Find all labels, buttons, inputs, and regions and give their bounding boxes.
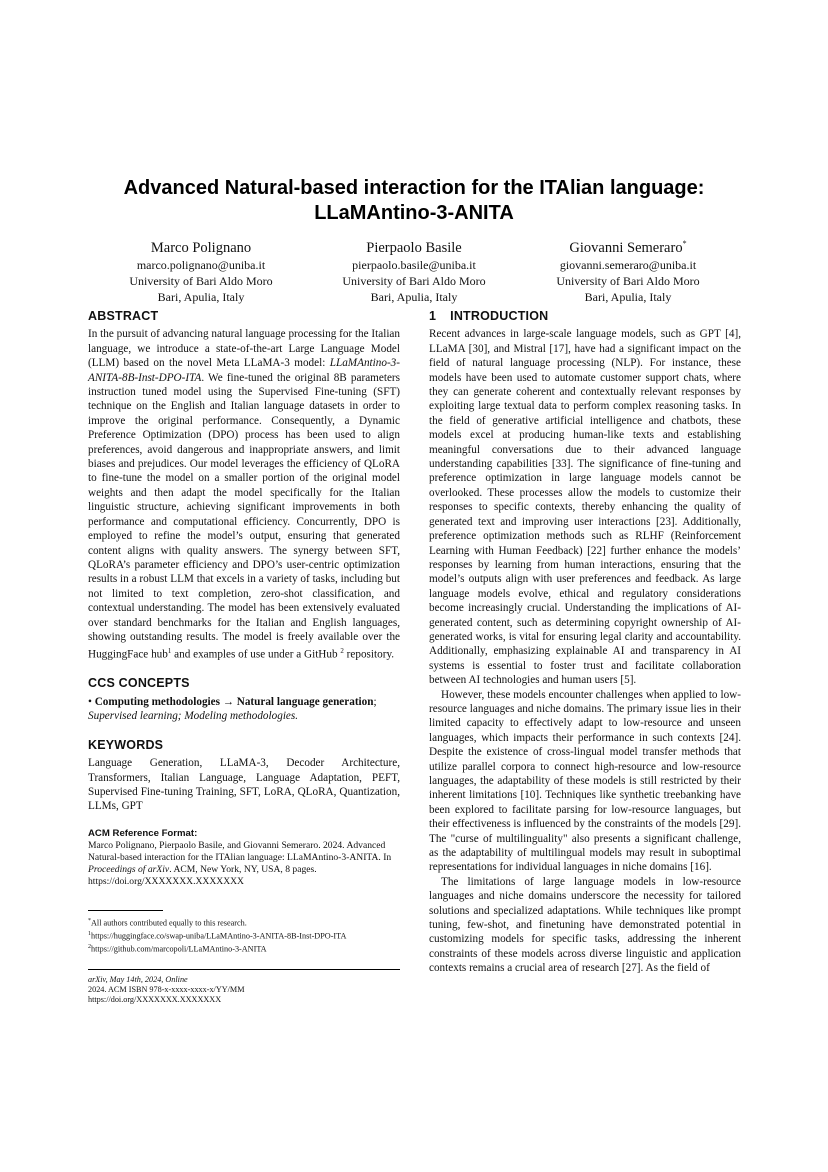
conference-info: [88, 975, 400, 1006]
author-email: marco.polignano@uniba.it: [136, 257, 266, 272]
author-email: pierpaolo.basile@uniba.it: [352, 257, 476, 272]
conference-divider: [88, 969, 400, 970]
abstract-heading: ABSTRACT: [88, 309, 159, 323]
model-name: LLaMAntino-3-ANITA-8B-Inst-DPO-ITA: [88, 357, 400, 384]
conference-venue: arXiv, May 14th, 2024, Online: [88, 974, 188, 984]
intro-paragraph-1: Recent advances in large-scale language models, such as GPT [4], LLaMA [30], and Mistral [17], have had a significant impact on the field of natural language processing (NLP). For instance, these models have been used to automate customer support chats, where they can generate coherent and contextually relevant responses by exploiting large textual data to perform complex reasoning tasks. In the field of generative artificial intelligence and chatbots, these models excel at producing human-like texts and establishing meaningful conversations due to their advanced language understanding capabilities [33]. The significance of fine-tuning and preference optimization in large language models cannot be overlooked. These processes allow the models to customize their responses to specific contexts, thereby enhancing the quality of generated text and improving user interactions [23]. Additionally, preference optimization methods such as RLHF (Reinforcement Learning with Human Feedback) [22] further enhance the models’ responses by learning from human interactions, ensuring that the model’s outputs align with user preferences and feedback. As large language models evolve, ethical and regulatory considerations become increasingly crucial. Understanding the implications of AI-generated content, such as determining copyright ownership of AI-generated works, is vital for ensuring legal clarity and accountability. Additionally, emphasizing explainable AI and transparency in AI systems is essential to foster trust and facilitate collaboration between AI technologies and human users [5].: [429, 328, 741, 687]
author-affiliation: University of Bari Aldo Moro: [556, 273, 700, 288]
footnote-ref: 1: [167, 647, 172, 656]
keywords-heading: KEYWORDS: [88, 737, 164, 752]
author-2: [304, 235, 524, 305]
footnote: $^1$https://huggingface.co/swap-uniba/LLaMAntino-3-ANITA-8B-Inst-DPO-ITA: [88, 930, 347, 941]
paper-title: [0, 176, 828, 226]
author-affiliation: University of Bari Aldo Moro: [342, 273, 486, 288]
footnote-divider: [88, 910, 163, 911]
introduction-heading: 1 INTRODUCTION: [429, 309, 549, 323]
author-location: Bari, Apulia, Italy: [157, 289, 245, 304]
conference-doi: https://doi.org/XXXXXXX.XXXXXXX: [88, 994, 222, 1004]
conference-isbn: 2024. ACM ISBN 978-x-xxxx-xxxx-x/YY/MM: [88, 984, 245, 994]
footnote-ref: 2: [340, 647, 344, 656]
author-affiliation: University of Bari Aldo Moro: [129, 273, 273, 288]
author-location: Bari, Apulia, Italy: [584, 289, 672, 304]
footnote: $^2$https://github.com/marcopoli/LLaMAntino-3-ANITA: [88, 943, 267, 954]
section-number: 1: [429, 309, 437, 323]
author-name: Pierpaolo Basile: [366, 239, 462, 256]
author-mark: *: [682, 239, 687, 248]
left-column: [88, 309, 400, 1005]
abstract-text: In the pursuit of advancing natural language processing for the Italian language, we introduce a state-of-the-art Large Language Model (LLM) based on the novel Meta LLaMA-3 model: LLaMAntino-3-ANITA-8B-Inst-DPO-ITA. We fine-tuned the original 8B parameters instruction tuned model using the Supervised Fine-tuning (SFT) technique on the English and Italian language datasets in order to improve the original performance. Consequently, a Dynamic Preference Optimization (DPO) process has been used to align preferences, avoid dangerous and inappropriate answers, and limit biases and prejudices. Our model leverages the efficiency of QLoRA to fine-tune the model on a smaller portion of the original model weights and then adapt the model specifically for the Italian linguistic structure, achieving significant improvements in both performance and computational efficiency. Concurrently, DPO is employed to refine the model’s output, ensuring that generated content aligns with quality answers. The synergy between SFT, QLoRA’s parameter efficiency and DPO’s user-centric optimization results in a robust LLM that excels in a variety of tasks, including but not limited to text completion, zero-shot classification, and contextual understanding. The model has been extensively evaluated over standard benchmarks for the Italian and English languages, showing outstanding results. The model is freely available over the HuggingFace hub$^1$ and examples of use under a GitHub $^2$ repository.: [88, 328, 400, 662]
intro-paragraph-3: The limitations of large language models in low-resource languages and niche domains underscore the necessity for tailored solutions and specialized adaptations. While techniques like prompt tuning, few-shot, and finetuning have demonstrated potential in customizing models for specific tasks, addressing the inherent constraints of these models across diverse linguistic and application contexts remains a crucial area of research [27]. As the field of: [429, 875, 741, 975]
reference-format-text: Marco Polignano, Pierpaolo Basile, and Giovanni Semeraro. 2024. Advanced Natural-based interaction for the ITAlian language: LLaMAntino-3-ANITA. In Proceedings of arXiv. ACM, New York, NY, USA, 8 pages. https://doi.org/XXXXXXX.XXXXXXX: [88, 839, 392, 887]
ccs-sub: Supervised learning; Modeling methodologies.: [88, 710, 299, 723]
author-1: [91, 235, 311, 305]
author-3: [518, 235, 738, 305]
title-line-2: LLaMAntino-3-ANITA: [314, 202, 514, 224]
title-line-1: Advanced Natural-based interaction for the ITAlian language:: [123, 177, 705, 199]
footnotes: [88, 916, 400, 955]
author-name: Marco Polignano: [150, 239, 252, 256]
right-column: [429, 309, 741, 976]
intro-paragraph-2: However, these models encounter challenges when applied to low-resource languages and niche domains. The primary issue lies in their limited capacity to effectively adapt to low-resource and unseen languages, which impacts their performance in such contexts [24]. Despite the existence of cross-lingual model transfer methods that utilize parallel corpora to connect high-resource and low-resource languages, the adaptability of these models is still restricted by their inherent limitations [10]. Techniques like synthetic treebanking have been explored to facilitate parsing for low-resource languages, but their effectiveness is influenced by the constraints of the models [29]. The "curse of multilinguality" also presents a significant challenge, as the adaptability of multilingual models may result in suboptimal representations for individual languages in niche domains [16].: [429, 688, 741, 874]
author-location: Bari, Apulia, Italy: [370, 289, 458, 304]
footnote: *All authors contributed equally to this research.: [88, 917, 247, 928]
ccs-main: Computing methodologies → Natural language generation: [94, 695, 374, 708]
ccs-heading: CCS CONCEPTS: [88, 676, 190, 691]
keywords-text: Language Generation, LLaMA-3, Decoder Architecture, Transformers, Italian Language, Language Adaptation, PEFT, Supervised Fine-tuning Training, SFT, LoRA, QLoRA, Quantization, LLMs, GPT: [88, 757, 400, 813]
author-name: Giovanni Semeraro: [569, 239, 683, 256]
ccs-text: • Computing methodologies → Natural language generation; Supervised learning; Modeling methodologies.: [88, 695, 377, 723]
reference-format-heading: ACM Reference Format:: [88, 827, 198, 839]
author-email: giovanni.semeraro@uniba.it: [559, 257, 697, 272]
